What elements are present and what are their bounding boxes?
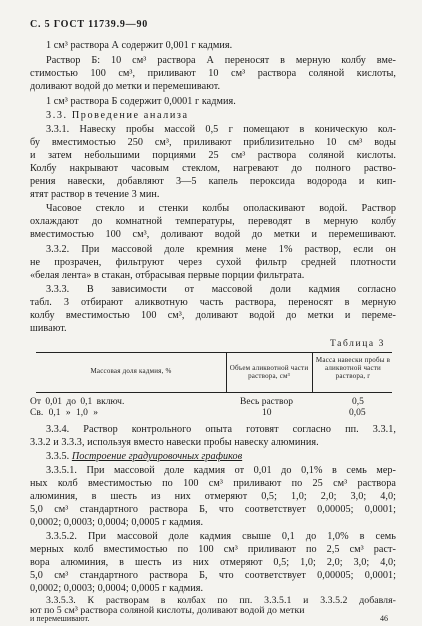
text-line: стимостью 100 см³, приливают 10 см³ раствора соляной кислоты, xyxy=(30,68,396,79)
page-number: 46 xyxy=(380,614,389,623)
text-line: 3.3.1. Навеску пробы массой 0,5 г помещают в коническую кол- xyxy=(46,124,396,135)
text-line: 1 см³ раствора Б содержит 0,0001 г кадмия. xyxy=(46,96,236,107)
subsection-number: 3.3.5. xyxy=(46,451,70,462)
text-line: Раствор Б: 10 см³ раствора А переносят в мерную колбу вме- xyxy=(46,55,396,66)
text-line: 3.3.2 и 3.3.3, используя вместо навески пробы навеску алюминия. xyxy=(30,437,319,448)
table-header-cell: Объем аликвотной части раствора, см³ xyxy=(229,364,309,380)
section-heading: 3.3. Проведение анализа xyxy=(46,110,189,121)
text-line: вместимостью 100 см³, доливают водой до метки и перемешивают. xyxy=(30,229,396,240)
table-top-rule xyxy=(36,352,392,353)
text-line: 3.3.3. В зависимости от массовой доли кадмия согласно xyxy=(46,284,396,295)
text-line: 3.3.5.1. При массовой доле кадмия от 0,01 до 0,1% в семь мер- xyxy=(46,465,396,476)
text-line: и перемешивают. xyxy=(30,614,90,623)
table-cell: 10 xyxy=(262,408,272,418)
table-cell: 0,5 xyxy=(352,397,364,407)
text-line: 3.3.4. Раствор контрольного опыта готовят согласно пп. 3.3.1, xyxy=(46,424,396,435)
text-line: 3.3.5.3. К растворам в колбах по пп. 3.3.5.1 и 3.3.5.2 добавля- xyxy=(46,595,396,606)
table-cell: Весь раствор xyxy=(240,397,293,407)
text-line: бу вместимостью 250 см³, приливают приблизительно 10 см³ воды xyxy=(30,137,396,148)
text-line: ют по 5 см³ раствора соляной кислоты, доливают водой до метки xyxy=(30,605,305,616)
table-header-rule xyxy=(36,392,392,393)
text-line: мерных колб вместимостью по 100 см³ приливают по 2,5 см³ раст- xyxy=(30,544,396,555)
text-line: и затем небольшими порциями 25 см³ раствора соляной кислоты. xyxy=(30,150,396,161)
text-line: рения навески, добавляют 3—5 капель пероксида водорода и кип- xyxy=(30,176,396,187)
text-line: Колбу накрывают часовым стеклом, нагревают до полного раство- xyxy=(30,163,396,174)
text-line: не прозрачен, фильтруют через сухой фильтр средней плотности xyxy=(30,257,396,268)
text-line: вора алюминия, в шесть из них отмеряют 0,5; 1,0; 2,0; 3,0; 4,0; xyxy=(30,557,396,568)
text-line: 0,0002; 0,0003; 0,0004; 0,0005 г кадмия. xyxy=(30,517,204,528)
table-header-cell: Масса навески пробы в аликвотной части раствора, г xyxy=(315,356,391,380)
table-cell: 0,05 xyxy=(349,408,366,418)
text-line: ных колб вместимостью по 100 см³ приливают по 25 см³ раствора xyxy=(30,478,396,489)
text-line: 5,0 см³ стандартного раствора Б, что соответствует 0,00005; 0,0001; xyxy=(30,570,396,581)
text-line: табл. 3 отбирают аликвотную часть раствора, переносят в мерную xyxy=(30,297,396,308)
text-line: 0,0002; 0,0003; 0,0004; 0,0005 г кадмия. xyxy=(30,583,204,594)
subsection-heading xyxy=(46,451,242,463)
page-header: С. 5 ГОСТ 11739.9—90 xyxy=(30,19,149,30)
table-header-cell: Массовая доля кадмия, % xyxy=(90,367,172,375)
table-cell: От 0,01 до 0,1 включ. xyxy=(30,397,125,407)
table-col-divider xyxy=(226,352,227,392)
table-caption: Таблица 3 xyxy=(330,339,386,349)
table-cell: Св. 0,1 » 1,0 » xyxy=(30,408,98,418)
text-line: ятят раствор в течение 3 мин. xyxy=(30,189,160,200)
text-line: алюминия, в шесть из них отмеряют 0,5; 1,0; 2,0; 3,0; 4,0; xyxy=(30,491,396,502)
text-line: шивают. xyxy=(30,323,67,334)
text-line: 3.3.2. При массовой доле кремния мене 1% раствор, если он xyxy=(46,244,396,255)
text-line: охлаждают до комнатной температуры, переводят в мерную колбу xyxy=(30,216,396,227)
text-line: «белая лента» в стакан, отбрасывая первые порции фильтрата. xyxy=(30,270,305,281)
subsection-title: Построение градуировочных графиков xyxy=(71,451,243,462)
text-line: 5,0 см³ стандартного раствора Б, что соответствует 0,00005; 0,0001; xyxy=(30,504,396,515)
text-line: 1 см³ раствора А содержит 0,001 г кадмия. xyxy=(46,40,233,51)
text-line: 3.3.5.2. При массовой доле кадмия свыше 0,1 до 1,0% в семь xyxy=(46,531,396,542)
text-line: Часовое стекло и стенки колбы ополаскивают водой. Раствор xyxy=(46,203,396,214)
text-line: доливают водой до метки и перемешивают. xyxy=(30,81,221,92)
text-line: колбу вместимостью 100 см³, доливают водой до метки и переме- xyxy=(30,310,396,321)
table-col-divider xyxy=(312,352,313,392)
